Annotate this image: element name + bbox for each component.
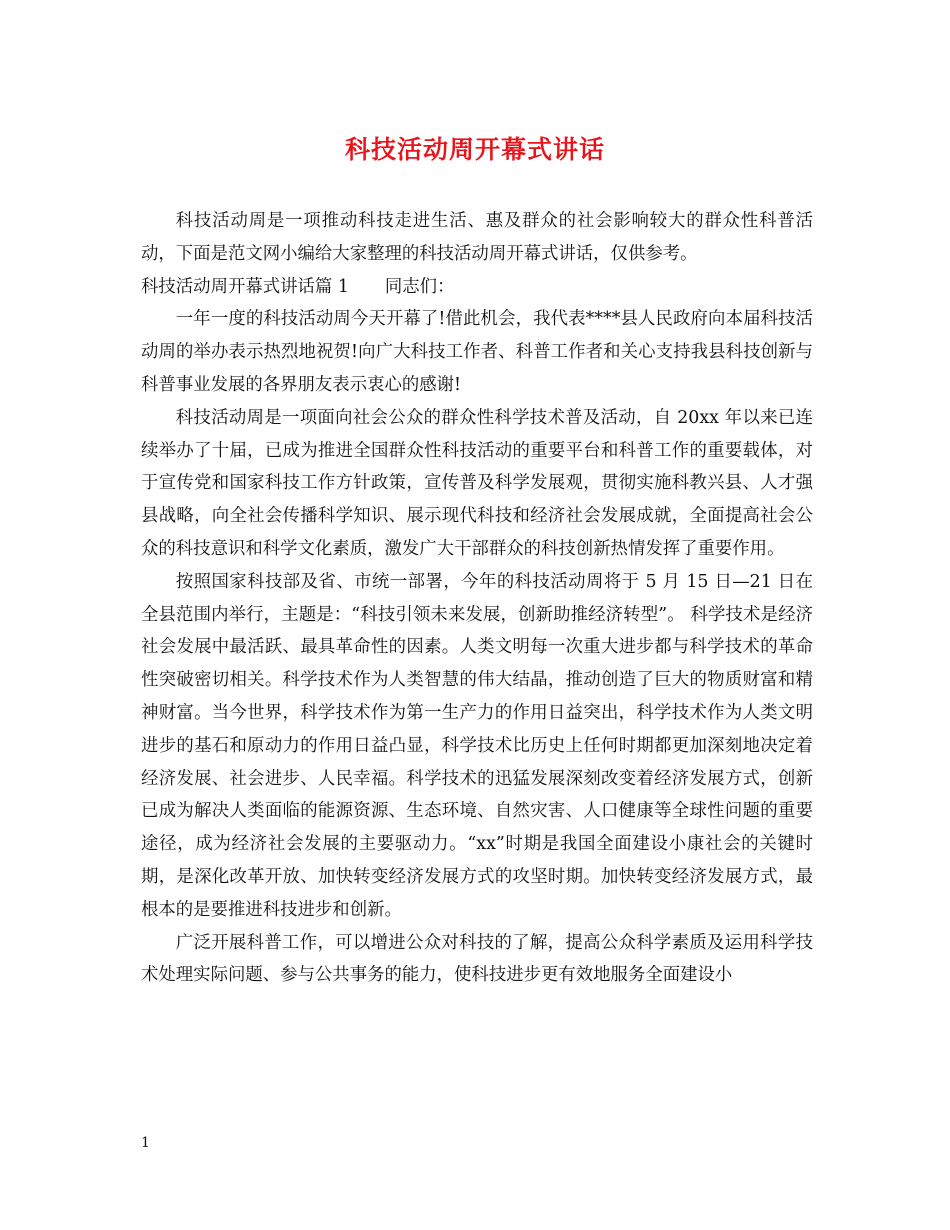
salutation: 同志们： — [384, 276, 455, 297]
body-paragraph-2: 科技活动周是一项面向社会公众的群众性科学技术普及活动，自 20xx 年以来已连续举办了十届，已成为推进全国群众性科技活动的重要平台和科普工作的重要载体，对于宣传党和国家科技工作方针政策，宣传普及科学发展观，贯彻实施科教兴县、人才强县战略，向全社会传播科学知识、展示现代科技和经济社会发展成就，全面提高社会公众的科技意识和科学文化素质，激发广大干部群众的科技创新热情发挥了重要作用。 — [141, 407, 813, 559]
document-body — [141, 205, 813, 992]
intro-paragraph: 科技活动周是一项推动科技走进生活、惠及群众的社会影响较大的群众性科普活动，下面是范文网小编给大家整理的科技活动周开幕式讲话，仅供参考。 — [141, 211, 813, 264]
section-heading: 科技活动周开幕式讲话篇 1 — [141, 276, 349, 297]
section-heading-line — [141, 271, 813, 304]
document-title: 科技活动周开幕式讲话 — [344, 135, 605, 164]
body-paragraph-4: 广泛开展科普工作，可以增进公众对科技的了解，提高公众科学素质及运用科学技术处理实际问题、参与公共事务的能力，使科技进步更有效地服务全面建设小 — [141, 932, 813, 986]
body-paragraph-1: 一年一度的科技活动周今天开幕了!借此机会，我代表****县人民政府向本届科技活动周的举办表示热烈地祝贺!向广大科技工作者、科普工作者和关心支持我县科技创新与科普事业发展的各界朋友表示衷心的感谢! — [141, 309, 813, 395]
body-paragraph-3: 按照国家科技部及省、市统一部署，今年的科技活动周将于 5 月 15 日—21 日在全县范围内举行，主题是：“科技引领未来发展，创新助推经济转型”。 科学技术是经济社会发展中最活跃、最具革命性的因素。人类文明每一次重大进步都与科学技术的革命性突破密切相关。科学技术作为人类智慧的伟大结晶，推动创造了巨大的物质财富和精神财富。当今世界，科学技术作为第一生产力的作用日益突出，科学技术作为人类文明进步的基石和原动力的作用日益凸显，科学技术比历史上任何时期都更加深刻地决定着经济发展、社会进步、人民幸福。科学技术的迅猛发展深刻改变着经济发展方式，创新已成为解决人类面临的能源资源、生态环境、自然灾害、人口健康等全球性问题的重要途径，成为经济社会发展的主要驱动力。“xx”时期是我国全面建设小康社会的关键时期，是深化改革开放、加快转变经济发展方式的攻坚时期。加快转变经济发展方式，最根本的是要推进科技进步和创新。 — [141, 571, 813, 920]
page-number: 1 — [141, 1135, 150, 1151]
